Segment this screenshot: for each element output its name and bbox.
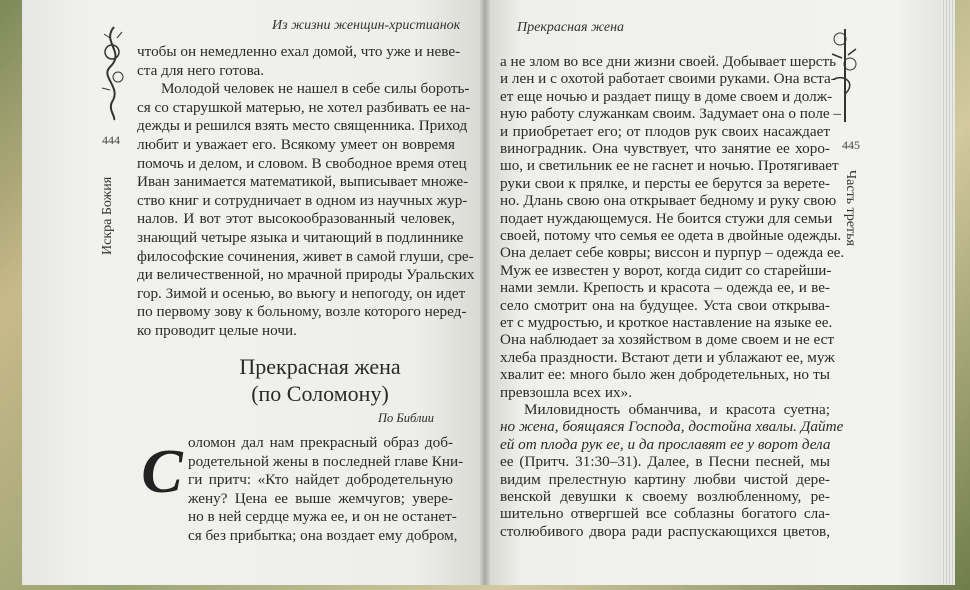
text-line: ся без прибытка; она воздает ему добром, bbox=[188, 527, 458, 544]
text-line: шительно отвергшей все соблазны богатого сла- bbox=[500, 505, 830, 523]
chapter-source: По Библии bbox=[378, 411, 434, 425]
page-number-right: 445 bbox=[842, 138, 860, 152]
text-line: ся со старушкой матерью, не хотел разбивать ее на- bbox=[137, 98, 471, 116]
text-line: дежды и решился взять место священника. Приход bbox=[137, 117, 468, 135]
text-line: ди величественной, но мрачной природы Уральских bbox=[137, 266, 475, 284]
page-number-left: 444 bbox=[102, 133, 120, 147]
drop-cap-ornament: С bbox=[141, 438, 183, 506]
text-line: и приобретает его; от плодов рук своих насаждает bbox=[500, 122, 830, 140]
text-line: превзошла всех их». bbox=[500, 383, 633, 401]
text-line: венской девушки к своему возлюбленному, ре- bbox=[500, 488, 830, 505]
text-line: Она делает себе ковры; виссон и пурпур – одежда ее. bbox=[500, 244, 845, 262]
text-line: Она наблюдает за хозяйством в доме своем и не ест bbox=[500, 331, 835, 349]
text-line: Миловидность обманчива, и красота суетна; bbox=[524, 401, 830, 418]
text-line: подает нуждающемуся. Не боится стужи для семьи bbox=[500, 209, 833, 227]
text-line: виноградник. Она чувствует, что занятие ее хоро- bbox=[500, 140, 830, 157]
text-line: столюбивого двора ради распускающихся цветов, bbox=[500, 522, 830, 540]
text-line: любит и уважает его. Всякому умеет он вовремя bbox=[137, 136, 455, 153]
text-line: чтобы он немедленно ехал домой, что уже и неве- bbox=[137, 43, 461, 60]
text-line: по первому зову к больному, возле которого неред- bbox=[137, 303, 467, 321]
text-line: ее (Притч. 31:30–31). Далее, в Песни песней, мы bbox=[500, 453, 830, 471]
text-line: шо, и светильник ее не гаснет и ночью. Протягивает bbox=[500, 157, 839, 175]
text-line: ста для него готова. bbox=[137, 61, 265, 79]
page-edges bbox=[941, 0, 955, 585]
floral-ornament-icon bbox=[96, 22, 132, 122]
text-line: ги притч: «Кто найдет добродетельную bbox=[188, 471, 453, 489]
text-line: но. Длань свою она открывает бедному и руку свою bbox=[500, 192, 837, 210]
left-side-title: Искра Божия bbox=[100, 176, 115, 255]
left-running-header: Из жизни женщин-христианок bbox=[272, 18, 461, 33]
text-line: ет еще ночью и раздает пищу в доме своем и долж- bbox=[500, 87, 833, 105]
text-line: видим прелестную картину любви чистой дере- bbox=[500, 470, 830, 488]
text-line: нами земли. Крепость и красота – одежда ее, и ве- bbox=[500, 279, 830, 297]
book-spine bbox=[480, 0, 490, 585]
chapter-subtitle: (по Соломону) bbox=[251, 381, 389, 406]
text-line: ную работу служанкам своим. Задумает она о поле – bbox=[500, 105, 842, 123]
text-line: помочь и делом, и словом. В свободное время отец bbox=[137, 154, 467, 172]
text-line: ет с мудростью, и кроткое наставление на языке ее. bbox=[500, 314, 833, 331]
chapter-title: Прекрасная жена bbox=[239, 354, 401, 379]
text-line: жену? Цена ее выше жемчугов; увере- bbox=[188, 489, 453, 507]
text-line: родетельной жены в последней главе Кни- bbox=[188, 452, 464, 470]
text-line: ство книг и сотрудничает в одном из научных жур- bbox=[137, 191, 468, 209]
text-line: село смотрит она на будущее. Уста свои открыва- bbox=[500, 296, 830, 314]
right-side-title: Часть третья bbox=[843, 170, 858, 246]
text-line: а не злом во все дни жизни своей. Добывает шерсть bbox=[500, 53, 837, 70]
text-line: оломон дал нам прекрасный образ доб- bbox=[188, 434, 453, 451]
text-line: руки свои к прялке, и персты ее берутся за верете- bbox=[500, 174, 830, 192]
right-running-header: Прекрасная жена bbox=[517, 20, 625, 35]
text-line: Муж ее известен у ворот, когда сидит со старейши- bbox=[500, 261, 832, 279]
text-line: Иван занимается математикой, выписывает множе- bbox=[137, 173, 469, 191]
text-line: и лен и с охотой работает своими руками. Она вста- bbox=[500, 70, 836, 88]
text-line: налов. И вот этот высокообразованный человек, bbox=[137, 210, 455, 228]
text-line: хвалит ее: много было жен добродетельных, но ты bbox=[500, 366, 830, 384]
text-line: Молодой человек не нашел в себе силы бороть- bbox=[161, 80, 470, 98]
text-line: но в ней сердце мужа ее, и он не останет- bbox=[188, 508, 457, 526]
text-line: но жена, боящаяся Господа, достойна хвалы. Дайте bbox=[500, 418, 844, 436]
text-line: философские сочинения, живет в самой глуши, сре- bbox=[137, 247, 474, 265]
text-line: своей, потому что семья ее одета в двойные одежды. bbox=[500, 227, 842, 244]
text-line: знающий четыре языка и читающий в подлиннике bbox=[137, 229, 464, 246]
text-line: ко проводит целые ночи. bbox=[137, 322, 297, 339]
text-line: хлеба праздности. Встают дети и ублажают ее, муж bbox=[500, 348, 835, 366]
text-line: ей от плода рук ее, и да прославят ее у ворот дела bbox=[500, 435, 831, 453]
text-line: гор. Зимой и осенью, во вьюгу и непогоду, он идет bbox=[137, 284, 466, 302]
